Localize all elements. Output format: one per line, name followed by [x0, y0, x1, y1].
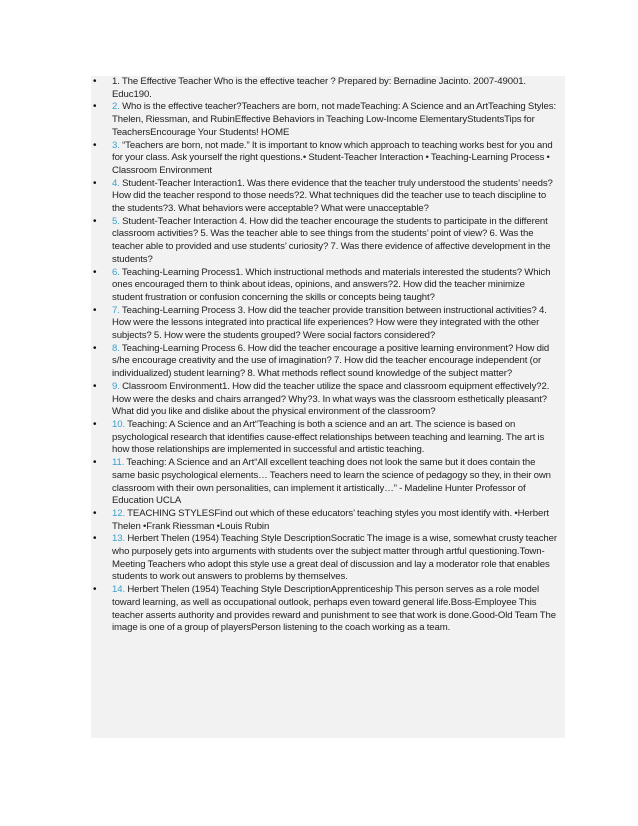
slide-list [112, 76, 557, 635]
list-item [112, 343, 557, 381]
item-text: TEACHING STYLESFind out which of these educators’ teaching styles you most identify with. •Herbert Thelen •Frank Riessman •Louis Rubin [112, 507, 549, 532]
item-number-link[interactable]: 6. [112, 266, 120, 278]
list-item [112, 457, 557, 508]
item-text: Student-Teacher Interaction 4. How did the teacher encourage the students to participate in the different classroom activities? 5. Was the teacher able to see things from the students’ point of view? 6. Was the teacher able to provided and use students’ curiosity? 7. Was there evidence of affective development in the students? [112, 215, 551, 265]
item-text: Teaching-Learning Process1. Which instructional methods and materials interested the students? Which ones encouraged them to think about ideas, opinions, and answers?2. How did the teacher minimize student frustration or confusion concerning the skills or concepts being taught? [112, 266, 551, 303]
list-item [112, 140, 557, 178]
list-item [112, 101, 557, 139]
list-item [112, 584, 557, 635]
item-text: Classroom Environment1. How did the teacher utilize the space and classroom equipment effectively?2. How were the desks and chairs arranged? Why?3. In what ways was the classroom esthetically pleasant? What did you like and dislike about the physical environment of the classroom? [112, 380, 550, 418]
list-item [112, 381, 557, 419]
item-text: Teaching: A Science and an Art“Teaching is both a science and an art. The science is based on psychological research that identifies cause-effect relationships between teaching and learning. The art is how those relationships are implemented in successful and artistic teaching. [112, 418, 545, 456]
item-number-link[interactable]: 7. [112, 304, 120, 316]
item-number-link[interactable]: 14. [112, 584, 126, 596]
item-number-link[interactable]: 3. [112, 139, 120, 151]
item-number-link[interactable]: 8. [112, 342, 120, 354]
item-text: Herbert Thelen (1954) Teaching Style DescriptionApprenticeship This person serves as a role model toward learning, as well as occupational outlook, perhaps even toward general life.Boss-Employee This teacher asserts authority and provides reward and punishment to see that work is done.Good-Old Team The image is one of a group of playersPerson listening to the coach working as a team. [112, 584, 556, 634]
item-text: Student-Teacher Interaction1. Was there evidence that the teacher truly understood the students’ needs? How did the teacher respond to those needs?2. What techniques did the teacher use to teach discipline to the students?3. What behaviors were acceptable? What were unacceptable? [112, 177, 553, 215]
list-item [112, 305, 557, 343]
item-number-link[interactable]: 9. [112, 380, 120, 392]
item-number: 1. [112, 76, 120, 87]
item-text: Teaching: A Science and an Art“All excellent teaching does not look the same but it does contain the same basic psychological elements… Teachers need to learn the science of pedagogy so they, in their own classroom with their own personalities, can implement it artistically…” - Madeline Hunter Professor of Education UCLA [112, 457, 551, 507]
list-item [112, 533, 557, 584]
item-text: Teaching-Learning Process 6. How did the teacher encourage a positive learning environment? How did s/he encourage creativity and the use of imagination? 7. How did the teacher encourage independent (or individualized) student learning? 8. What methods reflect sound knowledge of the subject matter? [112, 342, 550, 380]
document-content [91, 76, 565, 738]
item-text: “Teachers are born, not made.” It is important to know which approach to teaching works best for you and for your class. Ask yourself the right questions.• Student-Teacher Interaction • Teaching-Learning Process • Classroom Environment [112, 139, 553, 176]
list-item [112, 267, 557, 305]
item-number-link[interactable]: 11. [112, 457, 125, 469]
list-item [112, 508, 557, 533]
list-item [112, 216, 557, 267]
item-number-link[interactable]: 13. [112, 533, 126, 545]
list-item [112, 76, 557, 101]
item-number-link[interactable]: 12. [112, 507, 126, 519]
item-number-link[interactable]: 4. [112, 177, 120, 189]
list-item [112, 419, 557, 457]
item-text: Who is the effective teacher?Teachers are born, not madeTeaching: A Science and an ArtTeaching Styles: Thelen, Riessman, and RubinEffective Behaviors in Teaching Low-Income ElementaryStudentsTips for TeachersEncourage Your Students! HOME [112, 101, 557, 138]
item-number-link[interactable]: 2. [112, 101, 120, 113]
item-number-link[interactable]: 5. [112, 215, 120, 227]
item-number-link[interactable]: 10. [112, 418, 126, 430]
item-text: Teaching-Learning Process 3. How did the teacher provide transition between instructional activities? 4. How were the lessons integrated into practical life experiences? How were they integrated with the other subjects? 5. How were the students grouped? Were social factors considered? [112, 304, 547, 342]
list-item [112, 178, 557, 216]
item-text: The Effective Teacher Who is the effective teacher ? Prepared by: Bernadine Jacinto. 2007-49001. Educ190. [112, 76, 526, 100]
item-text: Herbert Thelen (1954) Teaching Style DescriptionSocratic The image is a wise, somewhat crusty teacher who purposely gets into arguments with students over the subject matter through artful questioning.Town-Meeting Teachers who adopt this style use a great deal of discussion and lay a moderator role that enables students to work out answers to problems by themselves. [112, 533, 557, 583]
